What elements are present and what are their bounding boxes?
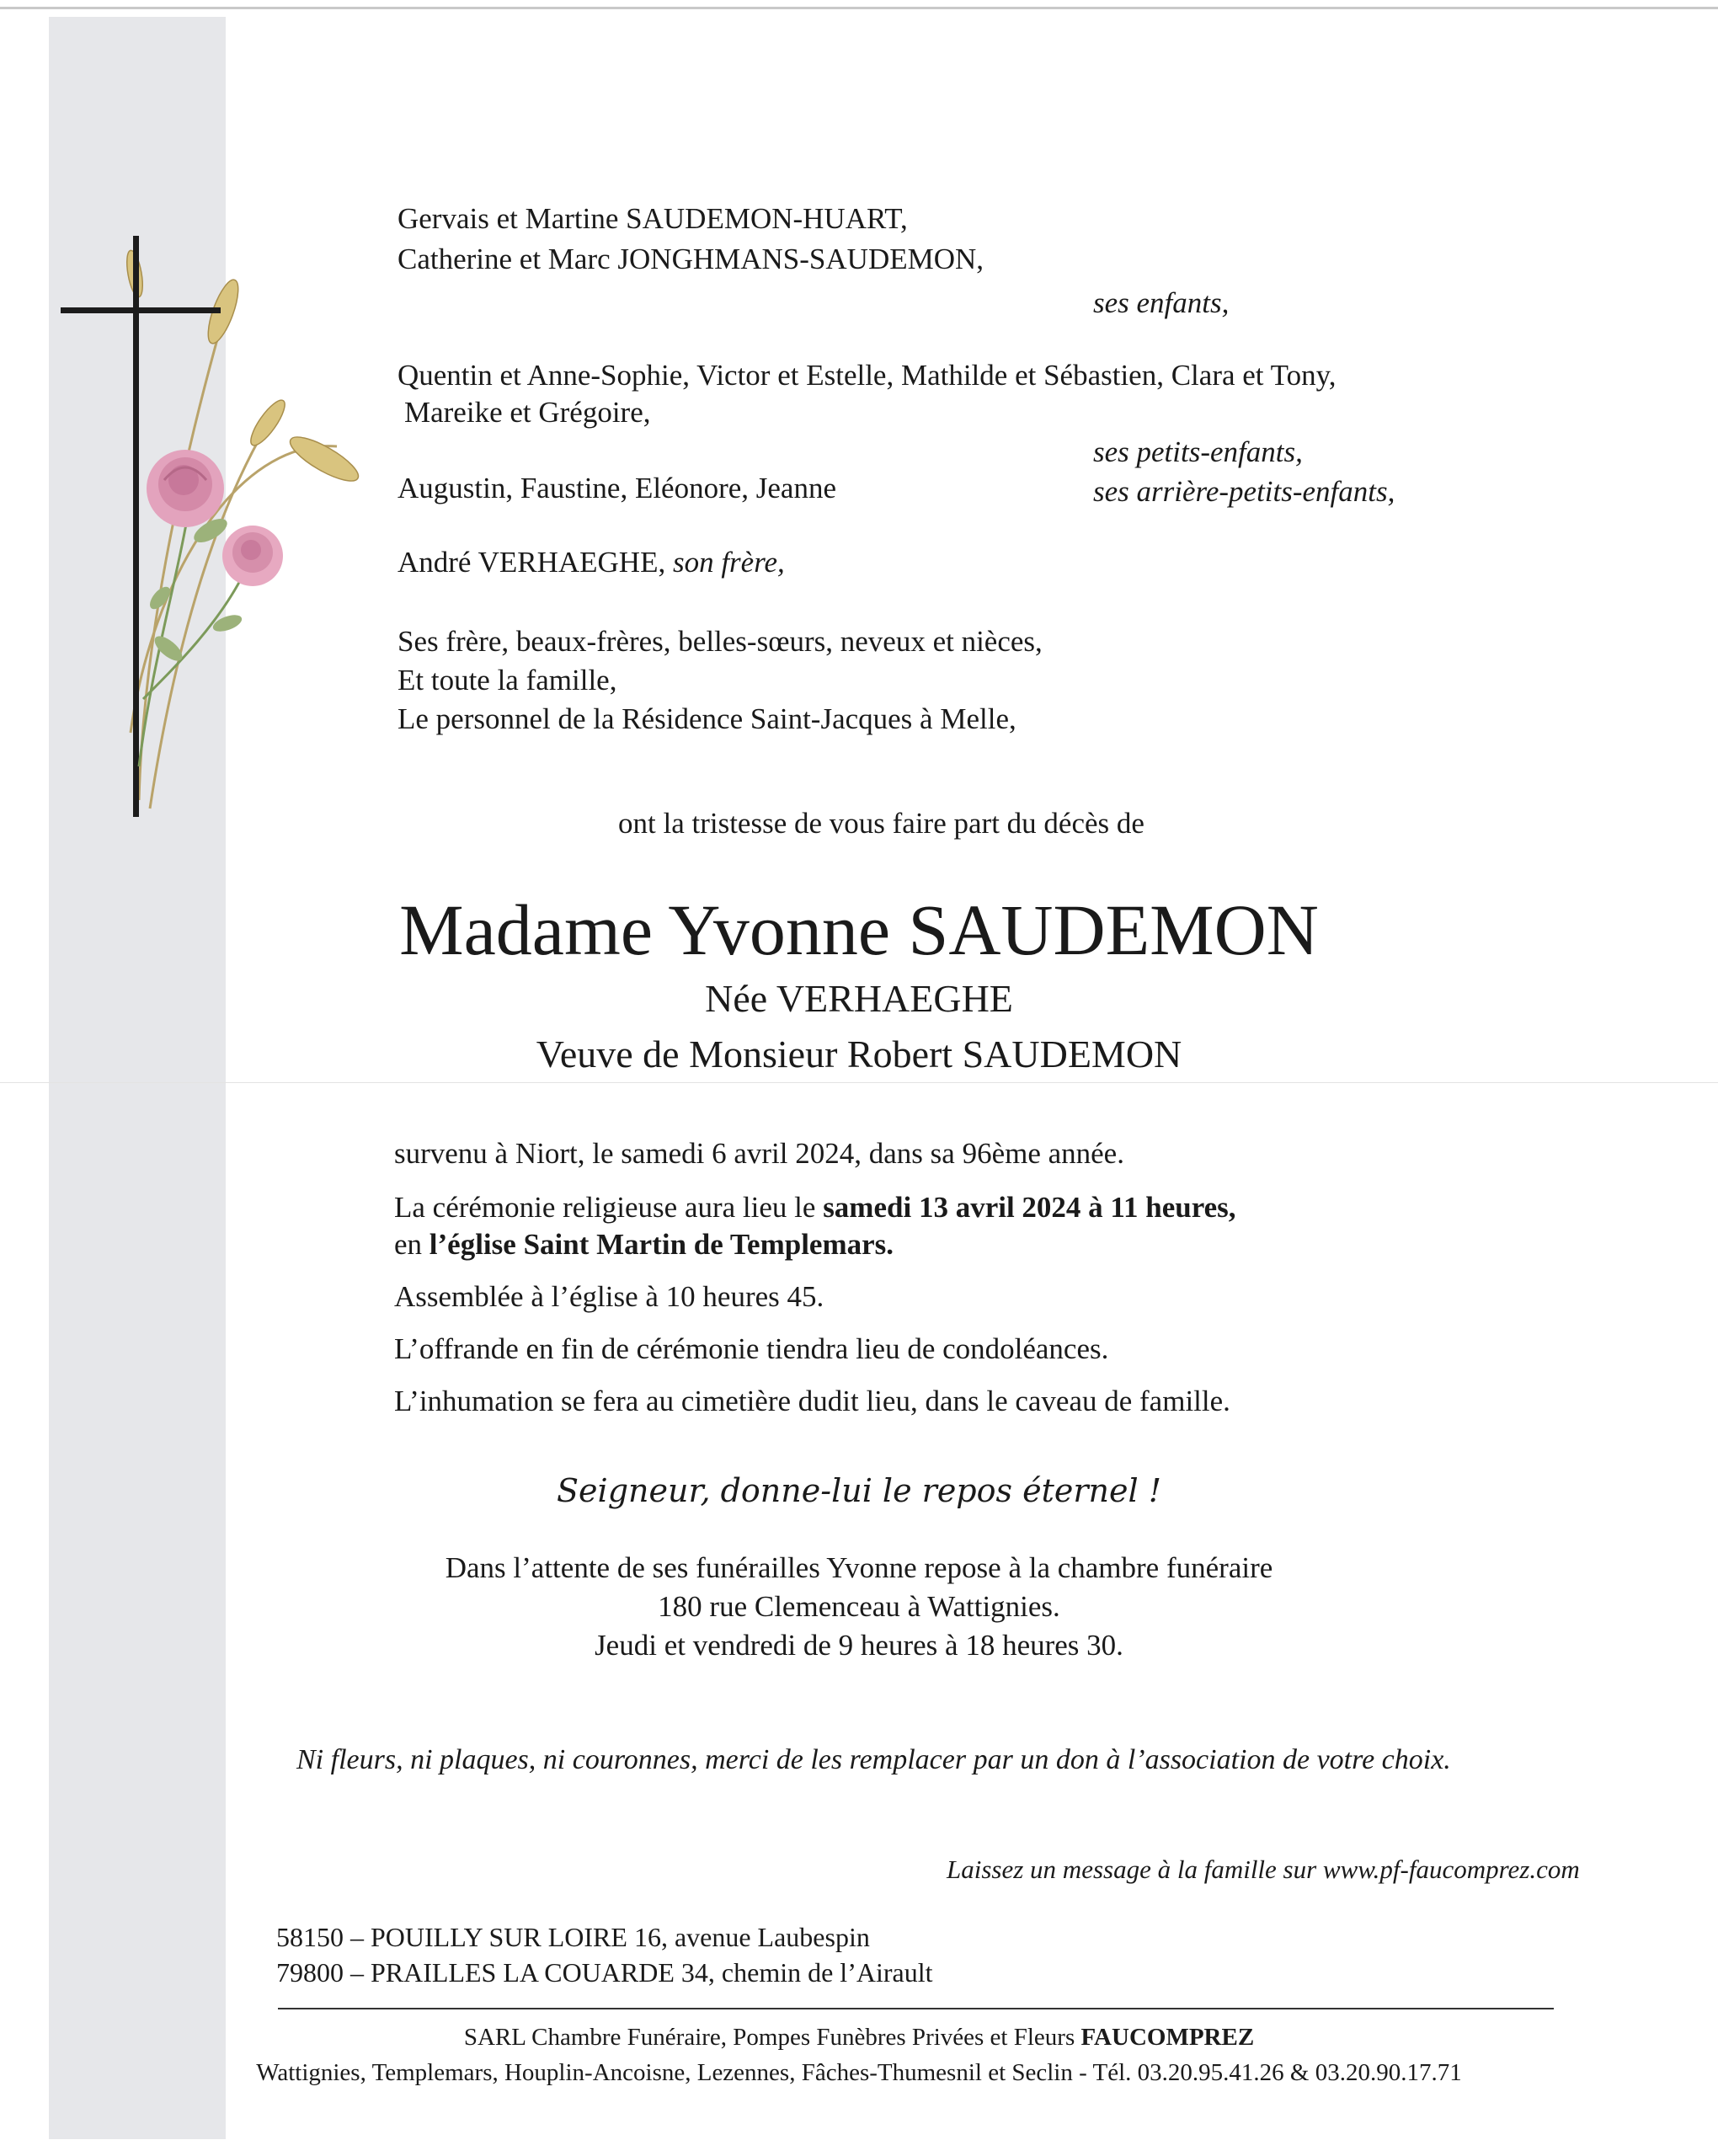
flowers-note: Ni fleurs, ni plaques, ni couronnes, merci de les remplacer par un don à l’association de votre choix. <box>296 1744 1451 1775</box>
death-details: survenu à Niort, le samedi 6 avril 2024, dans sa 96ème année. <box>394 1137 1124 1170</box>
footer-line-1 <box>0 2021 1718 2053</box>
message-note: Laissez un message à la famille sur www.pf-faucomprez.com <box>947 1854 1580 1884</box>
brother-name: André VERHAEGHE, <box>397 546 666 579</box>
children-role: ses enfants, <box>1093 286 1230 319</box>
visitation-line-1: Dans l’attente de ses funérailles Yvonne repose à la chambre funéraire <box>445 1551 1273 1584</box>
rose-large-icon <box>147 450 224 527</box>
ceremony-place: l’église Saint Martin de Templemars. <box>429 1228 894 1261</box>
footer-rule <box>278 2008 1554 2009</box>
others-line-3: Le personnel de la Résidence Saint-Jacques à Melle, <box>397 702 1016 735</box>
visitation-line-3: Jeudi et vendredi de 9 heures à 18 heures 30. <box>595 1629 1123 1662</box>
paper-fold-line <box>0 1082 1718 1083</box>
footer-company: SARL Chambre Funéraire, Pompes Funèbres Privées et Fleurs <box>463 2024 1075 2051</box>
address-line-1: 58150 – POUILLY SUR LOIRE 16, avenue Laubespin <box>276 1922 870 1952</box>
family-grandchildren-line-2: Mareike et Grégoire, <box>404 396 651 429</box>
grandchildren-role: ses petits-enfants, <box>1093 435 1303 468</box>
great-grandchildren-role: ses arrière-petits-enfants, <box>1093 475 1395 508</box>
brother-line <box>397 544 785 581</box>
address-line-2: 79800 – PRAILLES LA COUARDE 34, chemin de l’Airault <box>276 1957 933 1988</box>
others-line-2: Et toute la famille, <box>397 664 617 696</box>
rose-small-icon <box>222 526 283 586</box>
ceremony-date: samedi 13 avril 2024 à 11 heures, <box>823 1191 1236 1224</box>
assembly-details: Assemblée à l’église à 10 heures 45. <box>394 1280 824 1313</box>
family-children-line-2: Catherine et Marc JONGHMANS-SAUDEMON, <box>397 243 984 275</box>
great-grandchildren-names: Augustin, Faustine, Eléonore, Jeanne <box>397 472 837 504</box>
family-children-line-1: Gervais et Martine SAUDEMON-HUART, <box>397 202 908 235</box>
footer-brand: FAUCOMPREZ <box>1080 2024 1255 2051</box>
prayer-line: Seigneur, donne-lui le repos éternel ! <box>557 1472 1161 1509</box>
cross-horizontal-icon <box>61 307 221 313</box>
offering-details: L’offrande en fin de cérémonie tiendra lieu de condoléances. <box>394 1332 1109 1365</box>
ceremony-line-1 <box>394 1189 1236 1226</box>
family-grandchildren-line-1: Quentin et Anne-Sophie, Victor et Estelle, Mathilde et Sébastien, Clara et Tony, <box>397 359 1337 392</box>
top-edge-rule <box>0 7 1718 9</box>
ceremony-line-2 <box>394 1226 894 1263</box>
deceased-birth-name: Née VERHAEGHE <box>705 977 1013 1020</box>
cross-with-roses-and-wheat-illustration <box>51 227 387 834</box>
wheat-ears-icon <box>124 249 364 488</box>
announcement: ont la tristesse de vous faire part du décès de <box>618 807 1144 840</box>
ceremony-place-prefix: en <box>394 1228 423 1261</box>
visitation-line-2: 180 rue Clemenceau à Wattignies. <box>658 1590 1060 1623</box>
footer-line-2: Wattignies, Templemars, Houplin-Ancoisne, Lezennes, Fâches-Thumesnil et Seclin - Tél. 03.20.95.41.26 & 03.20.90.17.71 <box>256 2059 1462 2086</box>
brother-role: son frère, <box>672 546 785 579</box>
others-line-1: Ses frère, beaux-frères, belles-sœurs, neveux et nièces, <box>397 625 1043 658</box>
cross-vertical-icon <box>133 236 139 817</box>
burial-details: L’inhumation se fera au cimetière dudit lieu, dans le caveau de famille. <box>394 1385 1230 1417</box>
deceased-name: Madame Yvonne SAUDEMON <box>399 889 1319 970</box>
ceremony-intro: La cérémonie religieuse aura lieu le <box>394 1191 816 1224</box>
deceased-widow-of: Veuve de Monsieur Robert SAUDEMON <box>536 1033 1182 1075</box>
